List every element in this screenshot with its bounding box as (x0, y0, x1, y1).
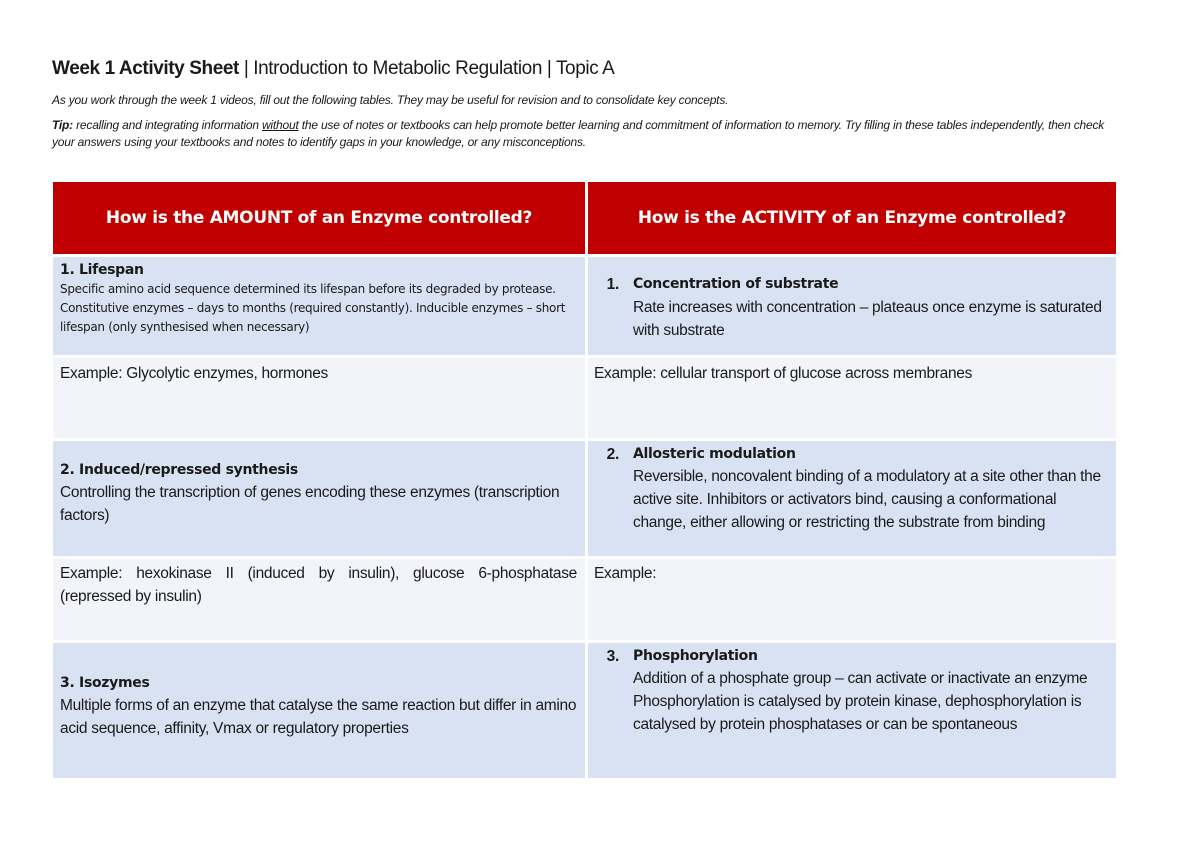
table-row (53, 559, 1119, 643)
activity-heading: Allosteric modulation (633, 446, 796, 462)
activity-description: Rate increases with concentration – plateaus once enzyme is saturated with substrate (633, 299, 1102, 339)
example-text: Example: (594, 565, 657, 582)
activity-heading: Concentration of substrate (633, 276, 839, 292)
amount-example-cell (53, 358, 588, 441)
activity-phosphorylation-cell (588, 643, 1119, 781)
example-text: Example: Glycolytic enzymes, hormones (60, 365, 328, 382)
amount-synthesis-cell (53, 441, 588, 559)
tip-after: the use of notes or textbooks can help promote better learning and commitment of information to memory. Try filling in these tables independently, then check your answers using your textbooks and notes to identify gaps in your knowledge, or any misconceptions. (52, 118, 1105, 149)
activity-number: 2. (606, 446, 619, 463)
table-row (53, 257, 1119, 358)
activity-sheet (52, 56, 1120, 151)
amount-column-header: How is the AMOUNT of an Enzyme controlled? (53, 182, 588, 257)
tip-underlined: without (261, 118, 299, 132)
activity-description: Addition of a phosphate group – can activate or inactivate an enzyme (633, 670, 1088, 687)
activity-allosteric-cell (588, 441, 1119, 559)
activity-column-header: How is the ACTIVITY of an Enzyme controlled? (588, 182, 1119, 257)
table-header-row (53, 182, 1119, 257)
amount-lifespan-cell (53, 257, 588, 358)
amount-heading: 2. Induced/repressed synthesis (60, 462, 298, 478)
title-rest: | Introduction to Metabolic Regulation | Topic A (238, 58, 615, 79)
activity-description-2: Phosphorylation is catalysed by protein kinase, dephosphorylation is catalysed by protein phosphatases or can be spontaneous (633, 693, 1082, 733)
amount-isozymes-cell (53, 643, 588, 781)
page-title (52, 56, 1120, 82)
tip-before: recalling and integrating information (72, 118, 262, 132)
amount-example-cell (53, 559, 588, 643)
intro-text: As you work through the week 1 videos, fill out the following tables. They may be useful for revision and to consolidate key concepts. (52, 93, 729, 107)
tip-label: Tip: (52, 118, 73, 132)
amount-description: Specific amino acid sequence determined its lifespan before its degraded by protease. Constitutive enzymes – days to months (required constantly). Inducible enzymes – short lifespan (only synthesised when necessary) (60, 282, 566, 334)
enzyme-control-table (53, 182, 1119, 781)
activity-example-cell (588, 358, 1119, 441)
table-row (53, 643, 1119, 781)
title-bold: Week 1 Activity Sheet (52, 58, 239, 79)
amount-heading: 1. Lifespan (60, 262, 144, 278)
amount-heading: 3. Isozymes (60, 675, 150, 691)
activity-substrate-cell (588, 257, 1119, 358)
activity-example-cell (588, 559, 1119, 643)
activity-number: 1. (606, 276, 619, 293)
table-row (53, 441, 1119, 559)
example-text: Example: hexokinase II (induced by insulin), glucose 6-phosphatase (repressed by insulin) (60, 565, 577, 605)
amount-description: Controlling the transcription of genes encoding these enzymes (transcription factors) (60, 484, 560, 524)
activity-number: 3. (606, 648, 619, 665)
amount-description: Multiple forms of an enzyme that catalyse the same reaction but differ in amino acid sequence, affinity, Vmax or regulatory properties (60, 697, 577, 737)
activity-description: Reversible, noncovalent binding of a modulatory at a site other than the active site. Inhibitors or activators bind, causing a conformational change, either allowing or restricting the substrate from binding (633, 468, 1101, 531)
table-row (53, 358, 1119, 441)
example-text: Example: cellular transport of glucose across membranes (594, 365, 973, 382)
tip-paragraph (52, 117, 1120, 151)
activity-heading: Phosphorylation (633, 648, 758, 664)
